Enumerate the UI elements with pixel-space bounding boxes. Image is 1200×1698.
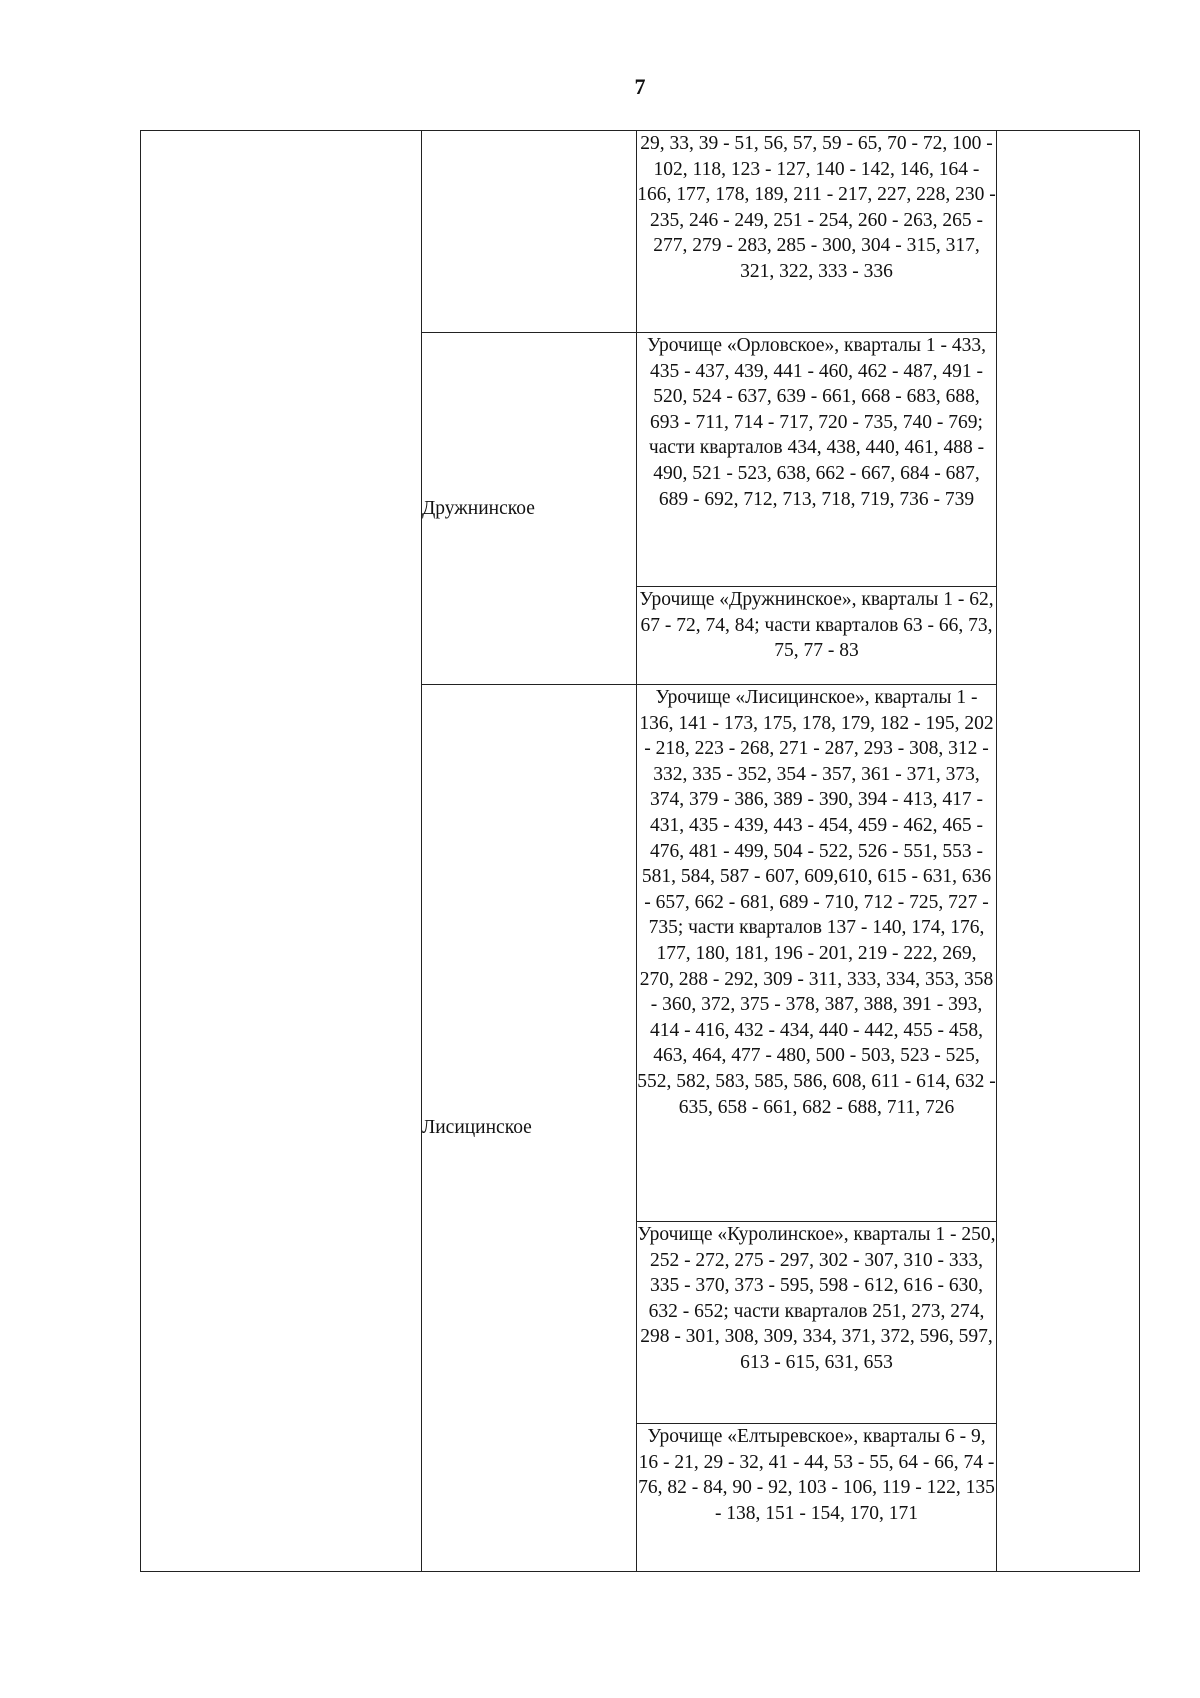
quarters-cell: Урочище «Орловское», кварталы 1 - 433, 435 - 437, 439, 441 - 460, 462 - 487, 491 - 520, 524 - 637, 639 - 661, 668 - 683, 688, 693 - 711, 714 - 717, 720 - 735, 740 - 769; части кварталов 434, 438, 440, 461, 488 - 490, 521 - 523, 638, 662 - 667, 684 - 687, 689 - 692, 712, 713, 718, 719, 736 - 739 [637, 333, 997, 587]
quarters-cell: Урочище «Елтыревское», кварталы 6 - 9, 16 - 21, 29 - 32, 41 - 44, 53 - 55, 64 - 66, 74 - 76, 82 - 84, 90 - 92, 103 - 106, 119 - 122, 135 - 138, 151 - 154, 170, 171 [637, 1424, 997, 1572]
district-cell-druzhninskoe: Дружнинское [422, 333, 637, 685]
page-number: 7 [634, 74, 646, 99]
empty-first-column-cell [141, 131, 422, 1572]
quarters-cell: Урочище «Лисицинское», кварталы 1 - 136, 141 - 173, 175, 178, 179, 182 - 195, 202 - 218, 223 - 268, 271 - 287, 293 - 308, 312 - 332, 335 - 352, 354 - 357, 361 - 371, 373, 374, 379 - 386, 389 - 390, 394 - 413, 417 - 431, 435 - 439, 443 - 454, 459 - 462, 465 - 476, 481 - 499, 504 - 522, 526 - 551, 553 - 581, 584, 587 - 607, 609,610, 615 - 631, 636 - 657, 662 - 681, 689 - 710, 712 - 725, 727 - 735; части кварталов 137 - 140, 174, 176, 177, 180, 181, 196 - 201, 219 - 222, 269, 270, 288 - 292, 309 - 311, 333, 334, 353, 358 - 360, 372, 375 - 378, 387, 388, 391 - 393, 414 - 416, 432 - 434, 440 - 442, 455 - 458, 463, 464, 477 - 480, 500 - 503, 523 - 525, 552, 582, 583, 585, 586, 608, 611 - 614, 632 - 635, 658 - 661, 682 - 688, 711, 726 [637, 685, 997, 1222]
forest-quarters-table [140, 130, 1140, 1572]
quarters-cell: 29, 33, 39 - 51, 56, 57, 59 - 65, 70 - 72, 100 - 102, 118, 123 - 127, 140 - 142, 146, 164 - 166, 177, 178, 189, 211 - 217, 227, 228, 230 - 235, 246 - 249, 251 - 254, 260 - 263, 265 - 277, 279 - 283, 285 - 300, 304 - 315, 317, 321, 322, 333 - 336 [637, 131, 997, 333]
empty-last-column-cell [997, 131, 1140, 1572]
district-cell-lisitsinskoe: Лисицинское [422, 685, 637, 1572]
quarters-cell: Урочище «Дружнинское», кварталы 1 - 62, 67 - 72, 74, 84; части кварталов 63 - 66, 73, 75, 77 - 83 [637, 587, 997, 685]
quarters-cell: Урочище «Куролинское», кварталы 1 - 250, 252 - 272, 275 - 297, 302 - 307, 310 - 333, 335 - 370, 373 - 595, 598 - 612, 616 - 630, 632 - 652; части кварталов 251, 273, 274, 298 - 301, 308, 309, 334, 371, 372, 596, 597, 613 - 615, 631, 653 [637, 1222, 997, 1424]
table-row [141, 131, 1140, 333]
district-cell [422, 131, 637, 333]
